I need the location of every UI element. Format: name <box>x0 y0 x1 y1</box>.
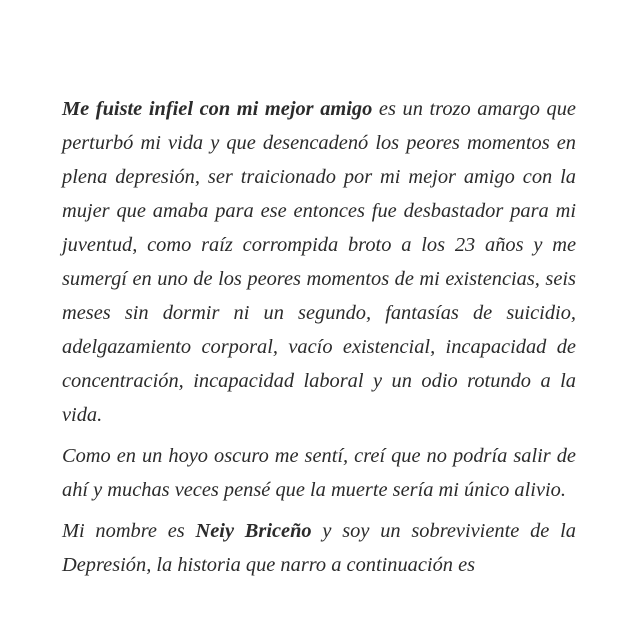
paragraph-1-bold-lead: Me fuiste infiel con mi mejor amigo <box>62 98 373 120</box>
author-name: Neiy Briceño <box>195 520 312 542</box>
paragraph-2 <box>62 439 576 507</box>
paragraph-2-text: Como en un hoyo oscuro me sentí, creí que no podría salir de ahí y muchas veces pensé que la muerte sería mi único alivio. <box>62 445 576 501</box>
paragraph-3-post: y soy un sobreviviente de la Depresión, la historia que narro a continuación es <box>62 520 576 576</box>
paragraph-1-text: es un trozo amargo que perturbó mi vida y que desencadenó los peores momentos en plena depresión, ser traicionado por mi mejor amigo con la mujer que amaba para ese entonces fue desbastador para mi juventud, como raíz corrompida broto a los 23 años y me sumergí en uno de los peores momentos de mi existencias, seis meses sin dormir ni un segundo, fantasías de suicidio, adelgazamiento corporal, vacío existencial, incapacidad de concentración, incapacidad laboral y un odio rotundo a la vida. <box>62 98 576 426</box>
document-body <box>62 92 576 589</box>
paragraph-3 <box>62 514 576 582</box>
paragraph-3-pre: Mi nombre es <box>62 520 196 542</box>
paragraph-1 <box>62 92 576 432</box>
